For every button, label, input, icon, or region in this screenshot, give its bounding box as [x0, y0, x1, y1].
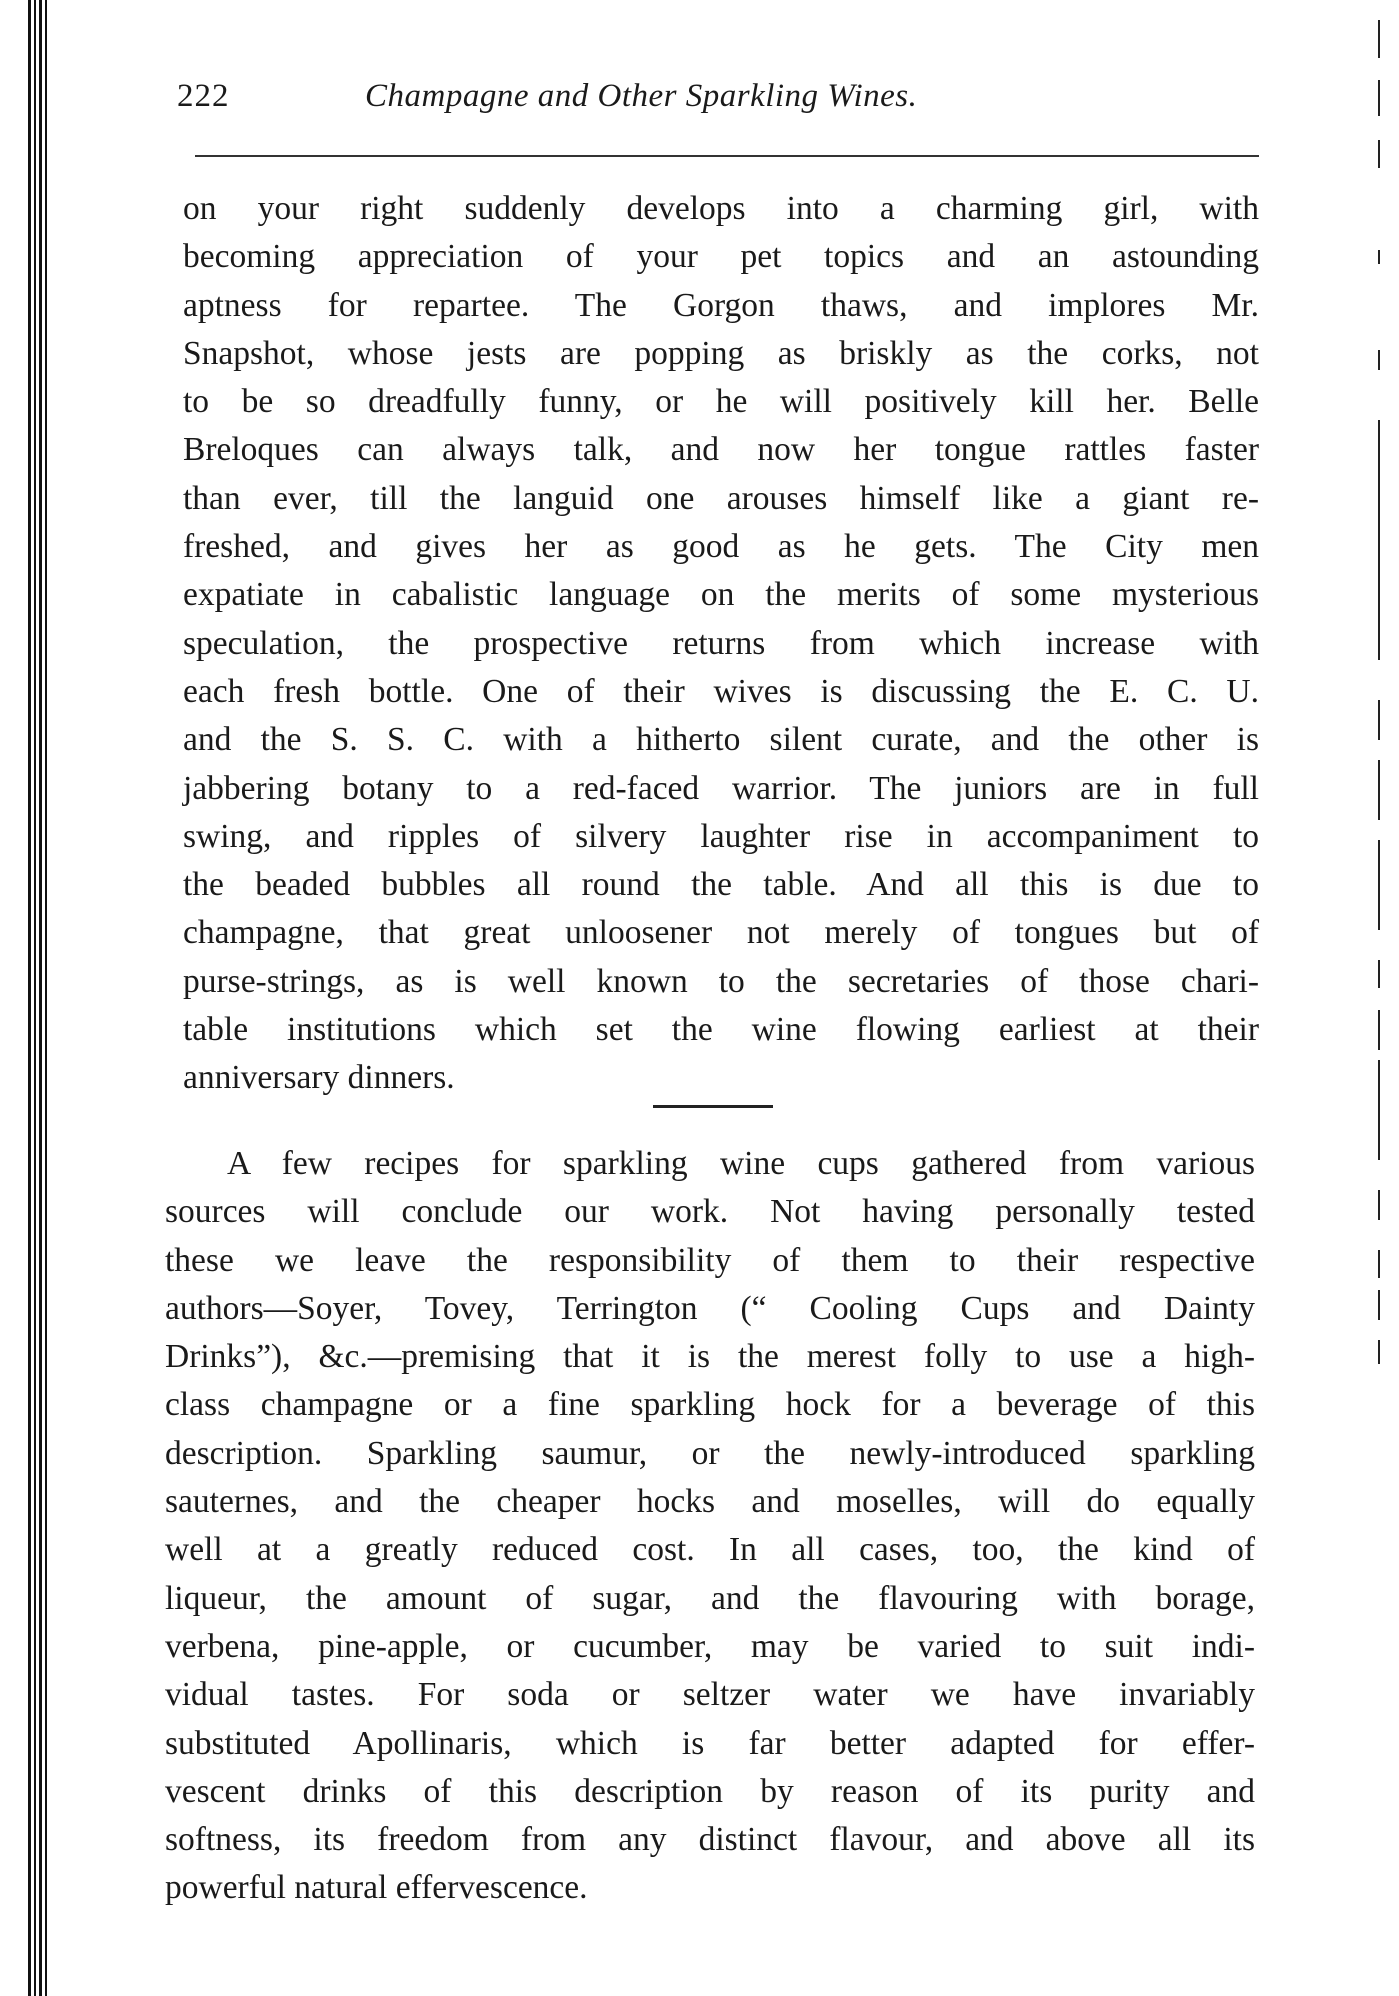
text-line: sauternes, and the cheaper hocks and moselles, will do equally	[165, 1483, 1255, 1521]
header-rule	[195, 155, 1259, 157]
text-line: on your right suddenly develops into a charming girl, with	[183, 190, 1259, 227]
text-line: sources will conclude our work. Not having personally tested	[165, 1193, 1255, 1231]
text-line: softness, its freedom from any distinct flavour, and above all its	[165, 1821, 1255, 1859]
text-line: freshed, and gives her as good as he gets. The City men	[183, 528, 1259, 566]
text-line: A few recipes for sparkling wine cups gathered from various	[227, 1145, 1255, 1182]
page-number: 222	[177, 78, 230, 114]
paragraph-1	[183, 185, 1259, 1103]
text-line: each fresh bottle. One of their wives is discussing the E. C. U.	[183, 672, 1259, 710]
text-line: speculation, the prospective returns from which increase with	[183, 624, 1259, 662]
text-line: liqueur, the amount of sugar, and the flavouring with borage,	[165, 1579, 1255, 1617]
text-line: description. Sparkling saumur, or the newly-introduced sparkling	[165, 1434, 1255, 1472]
text-line: jabbering botany to a red-faced warrior. The juniors are in full	[183, 769, 1259, 807]
text-line: swing, and ripples of silvery laughter rise in accompaniment to	[183, 817, 1259, 855]
text-line: powerful natural effervescence.	[165, 1869, 588, 1907]
text-line: authors—Soyer, Tovey, Terrington (“ Cooling Cups and Dainty	[165, 1289, 1255, 1327]
scan-gutter-lines	[28, 0, 54, 1996]
text-line: the beaded bubbles all round the table. And all this is due to	[183, 866, 1259, 904]
running-title: Champagne and Other Sparkling Wines.	[365, 78, 918, 114]
text-line: well at a greatly reduced cost. In all cases, too, the kind of	[165, 1531, 1255, 1569]
text-line: becoming appreciation of your pet topics and an astounding	[183, 238, 1259, 276]
text-line: Breloques can always talk, and now her tongue rattles faster	[183, 431, 1259, 469]
text-line: Snapshot, whose jests are popping as briskly as the corks, not	[183, 334, 1259, 372]
text-line: vidual tastes. For soda or seltzer water we have invariably	[165, 1676, 1255, 1714]
paragraph-2	[165, 1140, 1255, 1913]
text-line: substituted Apollinaris, which is far better adapted for effer-	[165, 1724, 1255, 1762]
text-line: to be so dreadfully funny, or he will positively kill her. Belle	[183, 383, 1259, 421]
text-line: these we leave the responsibility of them to their respective	[165, 1241, 1255, 1279]
text-line: purse-strings, as is well known to the secretaries of those chari-	[183, 962, 1259, 1000]
scan-edge-marks	[1378, 0, 1384, 1996]
text-line: vescent drinks of this description by reason of its purity and	[165, 1772, 1255, 1810]
text-line: and the S. S. C. with a hitherto silent curate, and the other is	[183, 721, 1259, 759]
text-line: aptness for repartee. The Gorgon thaws, and implores Mr.	[183, 286, 1259, 324]
text-line: table institutions which set the wine flowing earliest at their	[183, 1011, 1259, 1049]
text-line: class champagne or a fine sparkling hock for a beverage of this	[165, 1386, 1255, 1424]
section-divider	[653, 1105, 773, 1108]
book-page	[165, 70, 1259, 1907]
text-line: expatiate in cabalistic language on the merits of some mysterious	[183, 576, 1259, 614]
text-line: verbena, pine-apple, or cucumber, may be varied to suit indi-	[165, 1627, 1255, 1665]
running-head	[165, 70, 1255, 126]
text-line: champagne, that great unloosener not merely of tongues but of	[183, 914, 1259, 952]
text-line: anniversary dinners.	[183, 1059, 455, 1097]
text-line: than ever, till the languid one arouses himself like a giant re-	[183, 479, 1259, 517]
text-line: Drinks”), &c.—premising that it is the merest folly to use a high-	[165, 1338, 1255, 1376]
